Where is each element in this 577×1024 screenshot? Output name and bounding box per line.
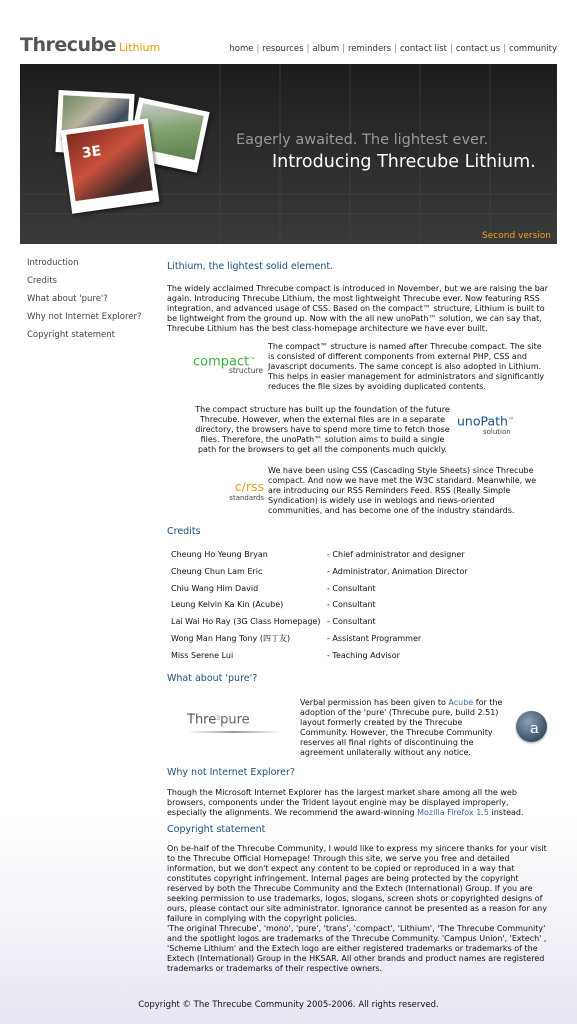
intro-title: Lithium, the lightest solid element. [167, 261, 334, 272]
unopath-text: The compact structure has built up the foundation of the future Threcube. However, when the external files are in a separate directory, the browsers have to spend more time to fetch those files. Therefore, the unoPath™ solution aims to build a single path for the browsers to get all the components much quickly. [195, 405, 450, 454]
credit-role: - Consultant [327, 600, 376, 610]
nav-separator: | [503, 44, 507, 54]
top-navigation [229, 44, 557, 54]
credit-role: - Consultant [327, 617, 376, 627]
nav-separator: | [306, 44, 310, 54]
pure-title: What about 'pure'? [167, 673, 258, 684]
banner-tagline-2: Introducing Threcube Lithium. [272, 152, 536, 172]
unopath-logo-main: unoPath [457, 413, 508, 429]
page-footer: Copyright © The Threcube Community 2005-2006. All rights reserved. [138, 1000, 439, 1010]
nav-separator: | [449, 44, 453, 54]
credit-name: Cheung Chun Lam Eric [171, 566, 263, 576]
logo-main-text: Threcube [20, 34, 117, 56]
credit-name: Miss Serene Lui [171, 650, 234, 660]
credits-row [171, 651, 541, 663]
sidebar-item-credits[interactable]: Credits [27, 276, 57, 286]
ie-text: Though the Microsoft Internet Explorer has the largest market share among all the web browsers, components under the Trident layout engine may be displayed improperly, especially the alignments. We recommend the award-winning Mozilla Firefox 1.5 instead. [167, 788, 524, 817]
credits-row [171, 567, 541, 579]
credit-name: Wong Man Hang Tony (四丁友) [171, 634, 291, 643]
photo-plate-text: 3E [80, 143, 103, 162]
compact-logo-tm: ™ [249, 357, 256, 364]
crss-text: We have been using CSS (Cascading Style Sheets) since Threcube compact. And now we have met the W3C standard. Meanwhile, we are introducing our RSS Reminders Feed. RSS (Really Simple Syndication) is widely use in weblogs and news-oriented communities, and has become one of the industry standards. [268, 466, 537, 515]
credits-row [171, 550, 541, 562]
compact-logo [193, 356, 273, 376]
acube-badge-letter: a [530, 719, 539, 737]
sidebar-item-introduction[interactable]: Introduction [27, 258, 79, 268]
credits-row [171, 634, 541, 646]
acube-badge-icon[interactable] [516, 711, 547, 742]
sidebar-nav [27, 258, 147, 348]
sidebar-item-internet-explorer[interactable]: Why not Internet Explorer? [27, 312, 142, 322]
nav-reminders[interactable]: reminders [347, 44, 392, 54]
credits-row [171, 617, 541, 629]
acube-link[interactable]: Acube [448, 698, 474, 707]
crss-logo-main: c/rss [234, 479, 264, 494]
pure-logo-main: Thre [187, 712, 217, 728]
nav-contact-us[interactable]: contact us [455, 44, 501, 54]
unopath-logo-sub: solution [483, 427, 511, 436]
banner-photo-door [61, 118, 160, 213]
compact-logo-sub: structure [228, 365, 263, 375]
nav-community[interactable]: community [509, 44, 557, 54]
intro-body: The widely acclaimed Threcube compact is introduced in November, but we are raising the bar again. Introducing Threcube Lithium, the most lightweight Threcube ever. Now featuring RSS integration, and advanced usage of CSS. Based on the compact™ structure, Lithium is built to be lightweight from the ground up. Now with the all new unoPath™ solution, we can say that, Threcube Lithium has the best class-homepage architecture we have ever built. [167, 284, 548, 333]
sidebar-item-copyright[interactable]: Copyright statement [27, 330, 115, 340]
nav-separator: | [256, 44, 260, 54]
copyright-para-1: On be-half of the Threcube Community, I would like to express my sincere thanks for your visit to the Threcube Official Homepage! Through this site, we serve you free and detailed information, but we don't expect any content to be copied or reproduced in a way that constitutes copyright infringement. Internal pages are being protected by the copyright reserved by both the Threcube Community and the Extech (International) Group. If you are seeking permission to use trademarks, logos, slogans, screen shots or copyrighted designs of ours, please contact our site administrator. Ignorance cannot be presented as a reason for any failure in complying with the copyright policies. [167, 844, 547, 923]
credit-name: Leung Kelvin Ka Kin (Acube) [171, 600, 284, 610]
logo-sub-text: Lithium [119, 41, 161, 54]
compact-text: The compact™ structure is named after Threcube compact. The site is consisted of different components from external PHP, CSS and Javascript documents. The same concept is also adopted in Lithium. This helps in easier management for administrators and significantly reduces the file sizes by avoiding duplicated contents. [268, 342, 545, 391]
unopath-logo-tm: ™ [507, 417, 514, 424]
credits-row [171, 584, 541, 596]
credit-role: - Assistant Programmer [327, 634, 422, 643]
credit-role: - Administrator, Animation Director [327, 566, 468, 576]
credit-name: Cheung Ho Yeung Bryan [171, 550, 268, 559]
pure-logo-rest: pure [220, 712, 250, 728]
pure-text: Verbal permission has been given to Acube for the adoption of the 'pure' (Threcube pure, build 2.51) layout formerly created by the Threcube Community. However, the Threcube Community reserves all final rights of discontinuing the agreement unilaterally without any notice. [300, 698, 503, 757]
hero-banner [20, 64, 557, 244]
banner-tagline-1: Eagerly awaited. The lightest ever. [236, 132, 489, 148]
sidebar-item-pure[interactable]: What about 'pure'? [27, 294, 108, 304]
copyright-title: Copyright statement [167, 824, 266, 835]
nav-separator: | [342, 44, 345, 54]
firefox-link[interactable]: Mozilla Firefox 1.5 [417, 808, 489, 817]
nav-separator: | [394, 44, 397, 54]
unopath-logo [457, 413, 527, 437]
copyright-para-2: 'The original Threcube', 'mono', 'pure', 'trans', 'compact', 'Lithium', 'The Threcube Community' and the spotlight logos are trademarks of the Threcube Community. 'Campus Union', 'Extech' , 'Scheme Lithium' and the Extech logo are either registered trademarks or trademarks of the Extech (International) Group in the HKSAR. All other brands and product names are registered trademarks or trademarks of their respective owners. [167, 924, 547, 973]
version-label: Second version [482, 231, 551, 241]
ie-title: Why not Internet Explorer? [167, 767, 295, 778]
pure-logo-sup: 3 [216, 715, 221, 722]
credit-name: Chiu Wang Him David [171, 583, 259, 593]
crss-logo [224, 480, 264, 503]
credit-role: - Teaching Advisor [327, 650, 400, 660]
nav-resources[interactable]: resources [262, 44, 304, 54]
site-logo[interactable] [20, 34, 160, 56]
credit-role: - Consultant [327, 583, 376, 593]
credits-row [171, 600, 541, 612]
pure-logo [187, 714, 287, 734]
crss-logo-sub: standards [229, 494, 264, 502]
credit-name: Lai Wai Ho Ray (3G Class Homepage) [171, 617, 321, 627]
nav-contact-list[interactable]: contact list [399, 44, 447, 54]
credit-role: - Chief administrator and designer [327, 550, 465, 559]
compact-logo-main: compact [193, 354, 250, 370]
nav-album[interactable]: album [312, 44, 340, 54]
credits-title: Credits [167, 526, 201, 537]
nav-home[interactable]: home [229, 44, 254, 54]
pure-logo-underline [187, 731, 282, 733]
